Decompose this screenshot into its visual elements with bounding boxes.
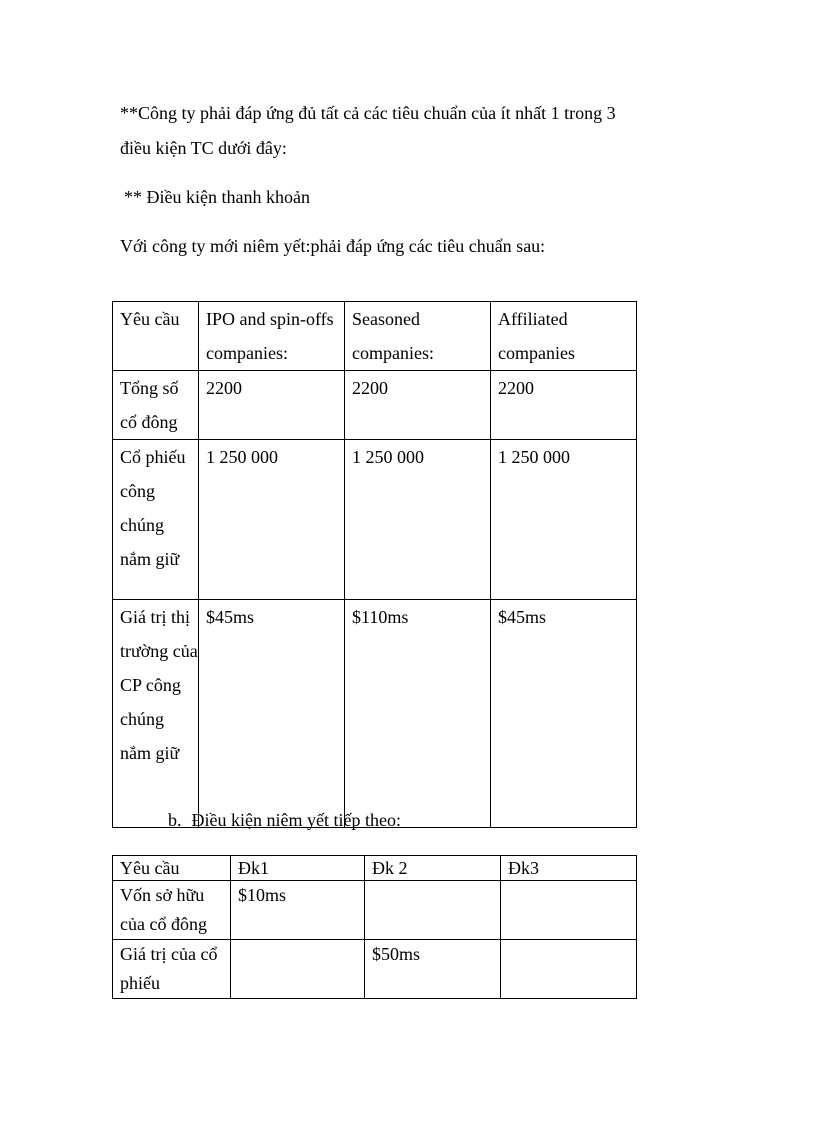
table-row: [113, 940, 637, 999]
table-cell: Giá trị của cổ phiếu: [113, 940, 231, 999]
new-listing-text: Với công ty mới niêm yết:phải đáp ứng các tiêu chuẩn sau:: [120, 236, 546, 256]
table-cell: [501, 881, 637, 940]
table-cell: Affiliated companies: [491, 302, 637, 371]
table-cell: Đk 2: [365, 856, 501, 881]
table-cell: Giá trị thị trường của CP công chúng nắm giữ: [113, 600, 199, 828]
table-cell: [501, 940, 637, 999]
table-cell: $110ms: [345, 600, 491, 828]
table-cell: $45ms: [491, 600, 637, 828]
section-b-title: Điều kiện niêm yết tiếp theo:: [191, 810, 401, 830]
table-cell: 1 250 000: [345, 440, 491, 600]
table-cell: 1 250 000: [491, 440, 637, 600]
table-cell: Yêu cầu: [113, 302, 199, 371]
liquidity-heading: ** Điều kiện thanh khoản: [124, 187, 310, 207]
table-header-row: [113, 302, 637, 371]
table-cell: $10ms: [231, 881, 365, 940]
table-cell: 2200: [199, 371, 345, 440]
table-cell: $50ms: [365, 940, 501, 999]
intro-line-2: điều kiện TC dưới đây:: [120, 138, 287, 158]
table-row: [113, 440, 637, 600]
table-cell: Vốn sở hữu của cổ đông: [113, 881, 231, 940]
table-cell: 1 250 000: [199, 440, 345, 600]
table-cell: Yêu cầu: [113, 856, 231, 881]
table-cell: Tổng số cổ đông: [113, 371, 199, 440]
table-cell: $45ms: [199, 600, 345, 828]
table-header-row: [113, 856, 637, 881]
table-cell: Đk3: [501, 856, 637, 881]
table-cell: Đk1: [231, 856, 365, 881]
table-cell: [231, 940, 365, 999]
section-b-marker: b.: [168, 810, 182, 830]
table-cell: Seasoned companies:: [345, 302, 491, 371]
table-cell: [365, 881, 501, 940]
table-row: [113, 371, 637, 440]
continued-listing-table: [112, 855, 637, 999]
table-cell: 2200: [345, 371, 491, 440]
table-cell: IPO and spin-offs companies:: [199, 302, 345, 371]
liquidity-table: [112, 301, 637, 828]
table-row: [113, 600, 637, 828]
table-cell: Cổ phiếu công chúng nắm giữ: [113, 440, 199, 600]
table-row: [113, 881, 637, 940]
section-b-heading: [168, 803, 401, 837]
intro-line-1: **Công ty phải đáp ứng đủ tất cả các tiêu chuẩn của ít nhất 1 trong 3: [120, 103, 616, 123]
table-cell: 2200: [491, 371, 637, 440]
